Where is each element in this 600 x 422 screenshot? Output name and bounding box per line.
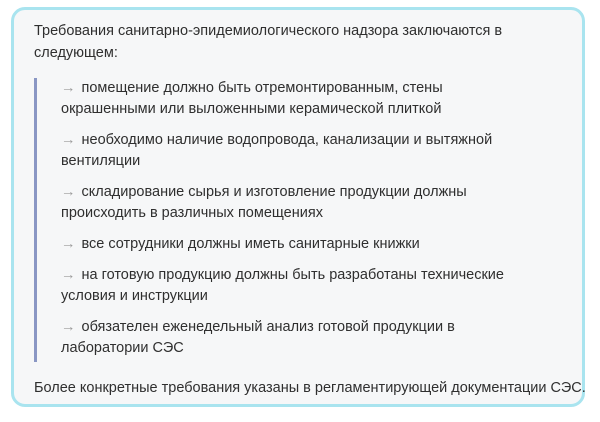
arrow-icon: → xyxy=(61,184,76,200)
list-item-text: обязателен еженедельный анализ готовой продукции в лаборатории СЭС xyxy=(61,319,455,356)
arrow-icon: → xyxy=(61,267,76,283)
list-item xyxy=(61,182,514,224)
list-item xyxy=(61,317,514,359)
list-item-text: необходимо наличие водопровода, канализации и вытяжной вентиляции xyxy=(61,132,493,169)
list-item xyxy=(61,130,514,172)
outro-text: Более конкретные требования указаны в регламентирующей документации СЭС. xyxy=(34,380,586,396)
requirements-blockquote xyxy=(34,78,514,362)
intro-text: Требования санитарно-эпидемиологического надзора заключаются в следующем: xyxy=(34,23,503,61)
arrow-icon: → xyxy=(61,319,76,335)
requirements-list xyxy=(37,78,514,359)
list-item xyxy=(61,78,514,120)
list-item-text: помещение должно быть отремонтированным, стены окрашенными или выложенными керамической плиткой xyxy=(61,80,443,117)
requirements-card xyxy=(11,7,585,407)
list-item-text: складирование сырья и изготовление продукции должны происходить в различных помещениях xyxy=(61,184,467,221)
list-item xyxy=(61,234,514,255)
list-item-text: на готовую продукцию должны быть разработаны технические условия и инструкции xyxy=(61,267,504,304)
arrow-icon: → xyxy=(61,132,76,148)
arrow-icon: → xyxy=(61,236,76,252)
list-item xyxy=(61,265,514,307)
list-item-text: все сотрудники должны иметь санитарные книжки xyxy=(81,236,420,252)
arrow-icon: → xyxy=(61,80,76,96)
